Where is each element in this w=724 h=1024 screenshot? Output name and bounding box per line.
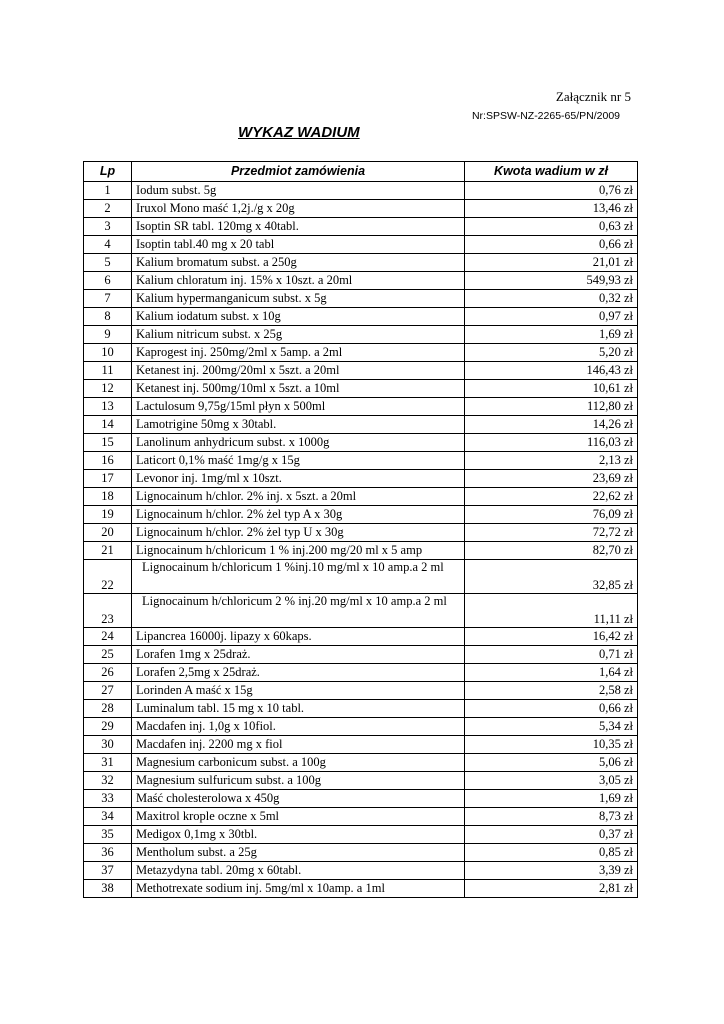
row-lp: 25 <box>84 646 132 664</box>
table-row <box>84 844 638 862</box>
column-header-item: Przedmiot zamówienia <box>132 162 465 182</box>
row-item: Maxitrol krople oczne x 5ml <box>132 808 465 826</box>
row-lp: 26 <box>84 664 132 682</box>
row-item: Isoptin tabl.40 mg x 20 tabl <box>132 236 465 254</box>
table-row <box>84 826 638 844</box>
row-amount: 0,85 zł <box>465 844 638 862</box>
row-lp: 9 <box>84 326 132 344</box>
table-row <box>84 808 638 826</box>
table-row <box>84 862 638 880</box>
row-item-text: Lignocainum h/chloricum 1 %inj.10 mg/ml x 10 amp.a 2 ml <box>142 560 444 574</box>
table-row <box>84 488 638 506</box>
row-item: Macdafen inj. 1,0g x 10fiol. <box>132 718 465 736</box>
row-amount: 0,76 zł <box>465 182 638 200</box>
row-amount: 5,34 zł <box>465 718 638 736</box>
row-lp: 27 <box>84 682 132 700</box>
row-item: Lignocainum h/chlor. 2% inj. x 5szt. a 20ml <box>132 488 465 506</box>
row-item <box>132 560 465 594</box>
row-lp: 14 <box>84 416 132 434</box>
row-lp: 11 <box>84 362 132 380</box>
row-item: Magnesium sulfuricum subst. a 100g <box>132 772 465 790</box>
row-amount: 22,62 zł <box>465 488 638 506</box>
row-item: Lorafen 2,5mg x 25draż. <box>132 664 465 682</box>
row-item: Iruxol Mono maść 1,2j./g x 20g <box>132 200 465 218</box>
row-item: Lanolinum anhydricum subst. x 1000g <box>132 434 465 452</box>
row-amount: 16,42 zł <box>465 628 638 646</box>
reference-number: Nr:SPSW-NZ-2265-65/PN/2009 <box>471 110 620 122</box>
row-item: Lamotrigine 50mg x 30tabl. <box>132 416 465 434</box>
row-lp: 7 <box>84 290 132 308</box>
row-item: Luminalum tabl. 15 mg x 10 tabl. <box>132 700 465 718</box>
row-amount: 116,03 zł <box>465 434 638 452</box>
row-lp: 23 <box>84 594 132 628</box>
row-amount: 2,13 zł <box>465 452 638 470</box>
wadium-table <box>83 161 638 898</box>
table-row <box>84 272 638 290</box>
table-row <box>84 646 638 664</box>
table-row <box>84 700 638 718</box>
row-amount: 2,58 zł <box>465 682 638 700</box>
row-amount: 10,35 zł <box>465 736 638 754</box>
table-row <box>84 718 638 736</box>
row-lp: 34 <box>84 808 132 826</box>
row-item: Magnesium carbonicum subst. a 100g <box>132 754 465 772</box>
row-lp: 15 <box>84 434 132 452</box>
row-amount: 112,80 zł <box>465 398 638 416</box>
row-lp: 4 <box>84 236 132 254</box>
row-amount: 0,37 zł <box>465 826 638 844</box>
row-lp: 13 <box>84 398 132 416</box>
row-item: Isoptin SR tabl. 120mg x 40tabl. <box>132 218 465 236</box>
table-row <box>84 470 638 488</box>
row-item: Lactulosum 9,75g/15ml płyn x 500ml <box>132 398 465 416</box>
row-item: Ketanest inj. 500mg/10ml x 5szt. a 10ml <box>132 380 465 398</box>
table-row <box>84 506 638 524</box>
row-amount: 0,66 zł <box>465 700 638 718</box>
row-item: Kalium chloratum inj. 15% x 10szt. a 20ml <box>132 272 465 290</box>
row-amount: 146,43 zł <box>465 362 638 380</box>
row-amount: 3,05 zł <box>465 772 638 790</box>
row-lp: 20 <box>84 524 132 542</box>
row-item: Kalium nitricum subst. x 25g <box>132 326 465 344</box>
table-row <box>84 594 638 628</box>
table-row <box>84 254 638 272</box>
row-amount: 14,26 zł <box>465 416 638 434</box>
row-amount: 0,66 zł <box>465 236 638 254</box>
attachment-label: Załącznik nr 5 <box>555 89 631 104</box>
row-amount: 13,46 zł <box>465 200 638 218</box>
row-amount: 1,69 zł <box>465 790 638 808</box>
row-lp: 33 <box>84 790 132 808</box>
row-item: Kalium bromatum subst. a 250g <box>132 254 465 272</box>
row-lp: 17 <box>84 470 132 488</box>
row-lp: 10 <box>84 344 132 362</box>
row-lp: 6 <box>84 272 132 290</box>
table-row <box>84 772 638 790</box>
table-row <box>84 664 638 682</box>
row-amount: 11,11 zł <box>465 594 638 628</box>
row-amount: 72,72 zł <box>465 524 638 542</box>
row-amount: 32,85 zł <box>465 560 638 594</box>
row-item-text: Lignocainum h/chloricum 2 % inj.20 mg/ml x 10 amp.a 2 ml <box>142 594 447 608</box>
table-row <box>84 218 638 236</box>
row-item: Medigox 0,1mg x 30tbl. <box>132 826 465 844</box>
table-row <box>84 362 638 380</box>
row-lp: 30 <box>84 736 132 754</box>
row-amount: 0,32 zł <box>465 290 638 308</box>
row-lp: 38 <box>84 880 132 898</box>
row-amount: 3,39 zł <box>465 862 638 880</box>
row-lp: 8 <box>84 308 132 326</box>
row-item <box>132 594 465 628</box>
row-lp: 22 <box>84 560 132 594</box>
row-item: Lorinden A maść x 15g <box>132 682 465 700</box>
table-row <box>84 790 638 808</box>
row-amount: 0,63 zł <box>465 218 638 236</box>
table-row <box>84 200 638 218</box>
table-row <box>84 434 638 452</box>
table-row <box>84 452 638 470</box>
row-lp: 5 <box>84 254 132 272</box>
row-item: Metazydyna tabl. 20mg x 60tabl. <box>132 862 465 880</box>
row-amount: 549,93 zł <box>465 272 638 290</box>
row-lp: 37 <box>84 862 132 880</box>
row-lp: 3 <box>84 218 132 236</box>
table-row <box>84 628 638 646</box>
row-lp: 1 <box>84 182 132 200</box>
row-lp: 18 <box>84 488 132 506</box>
row-amount: 0,71 zł <box>465 646 638 664</box>
row-item: Levonor inj. 1mg/ml x 10szt. <box>132 470 465 488</box>
row-item: Lipancrea 16000j. lipazy x 60kaps. <box>132 628 465 646</box>
row-lp: 21 <box>84 542 132 560</box>
table-row <box>84 182 638 200</box>
row-amount: 0,97 zł <box>465 308 638 326</box>
row-amount: 76,09 zł <box>465 506 638 524</box>
row-item: Maść cholesterolowa x 450g <box>132 790 465 808</box>
row-lp: 2 <box>84 200 132 218</box>
table-header-row <box>84 162 638 182</box>
table-row <box>84 236 638 254</box>
row-amount: 10,61 zł <box>465 380 638 398</box>
column-header-amount: Kwota wadium w zł <box>465 162 638 182</box>
row-item: Kaprogest inj. 250mg/2ml x 5amp. a 2ml <box>132 344 465 362</box>
row-amount: 23,69 zł <box>465 470 638 488</box>
table-row <box>84 754 638 772</box>
row-item: Mentholum subst. a 25g <box>132 844 465 862</box>
table-row <box>84 416 638 434</box>
row-lp: 28 <box>84 700 132 718</box>
table-row <box>84 682 638 700</box>
column-header-lp: Lp <box>84 162 132 182</box>
row-amount: 82,70 zł <box>465 542 638 560</box>
row-lp: 35 <box>84 826 132 844</box>
table-row <box>84 290 638 308</box>
row-amount: 2,81 zł <box>465 880 638 898</box>
row-lp: 31 <box>84 754 132 772</box>
row-amount: 5,06 zł <box>465 754 638 772</box>
row-item: Kalium hypermanganicum subst. x 5g <box>132 290 465 308</box>
row-item: Ketanest inj. 200mg/20ml x 5szt. a 20ml <box>132 362 465 380</box>
row-item: Lignocainum h/chlor. 2% żel typ A x 30g <box>132 506 465 524</box>
row-amount: 5,20 zł <box>465 344 638 362</box>
row-lp: 36 <box>84 844 132 862</box>
table-row <box>84 398 638 416</box>
row-amount: 8,73 zł <box>465 808 638 826</box>
row-lp: 29 <box>84 718 132 736</box>
row-amount: 1,69 zł <box>465 326 638 344</box>
row-item: Lorafen 1mg x 25draż. <box>132 646 465 664</box>
table-row <box>84 560 638 594</box>
table-row <box>84 736 638 754</box>
row-item: Laticort 0,1% maść 1mg/g x 15g <box>132 452 465 470</box>
row-amount: 1,64 zł <box>465 664 638 682</box>
row-item: Methotrexate sodium inj. 5mg/ml x 10amp. a 1ml <box>132 880 465 898</box>
row-item: Lignocainum h/chlor. 2% żel typ U x 30g <box>132 524 465 542</box>
row-item: Kalium iodatum subst. x 10g <box>132 308 465 326</box>
page-title: WYKAZ WADIUM <box>238 124 360 141</box>
row-item: Macdafen inj. 2200 mg x fiol <box>132 736 465 754</box>
row-amount: 21,01 zł <box>465 254 638 272</box>
table-row <box>84 344 638 362</box>
row-lp: 19 <box>84 506 132 524</box>
row-lp: 24 <box>84 628 132 646</box>
row-lp: 12 <box>84 380 132 398</box>
table-row <box>84 380 638 398</box>
row-item: Iodum subst. 5g <box>132 182 465 200</box>
table-row <box>84 308 638 326</box>
table-row <box>84 524 638 542</box>
table-row <box>84 880 638 898</box>
table-row <box>84 326 638 344</box>
row-item: Lignocainum h/chloricum 1 % inj.200 mg/20 ml x 5 amp <box>132 542 465 560</box>
row-lp: 32 <box>84 772 132 790</box>
row-lp: 16 <box>84 452 132 470</box>
table-row <box>84 542 638 560</box>
